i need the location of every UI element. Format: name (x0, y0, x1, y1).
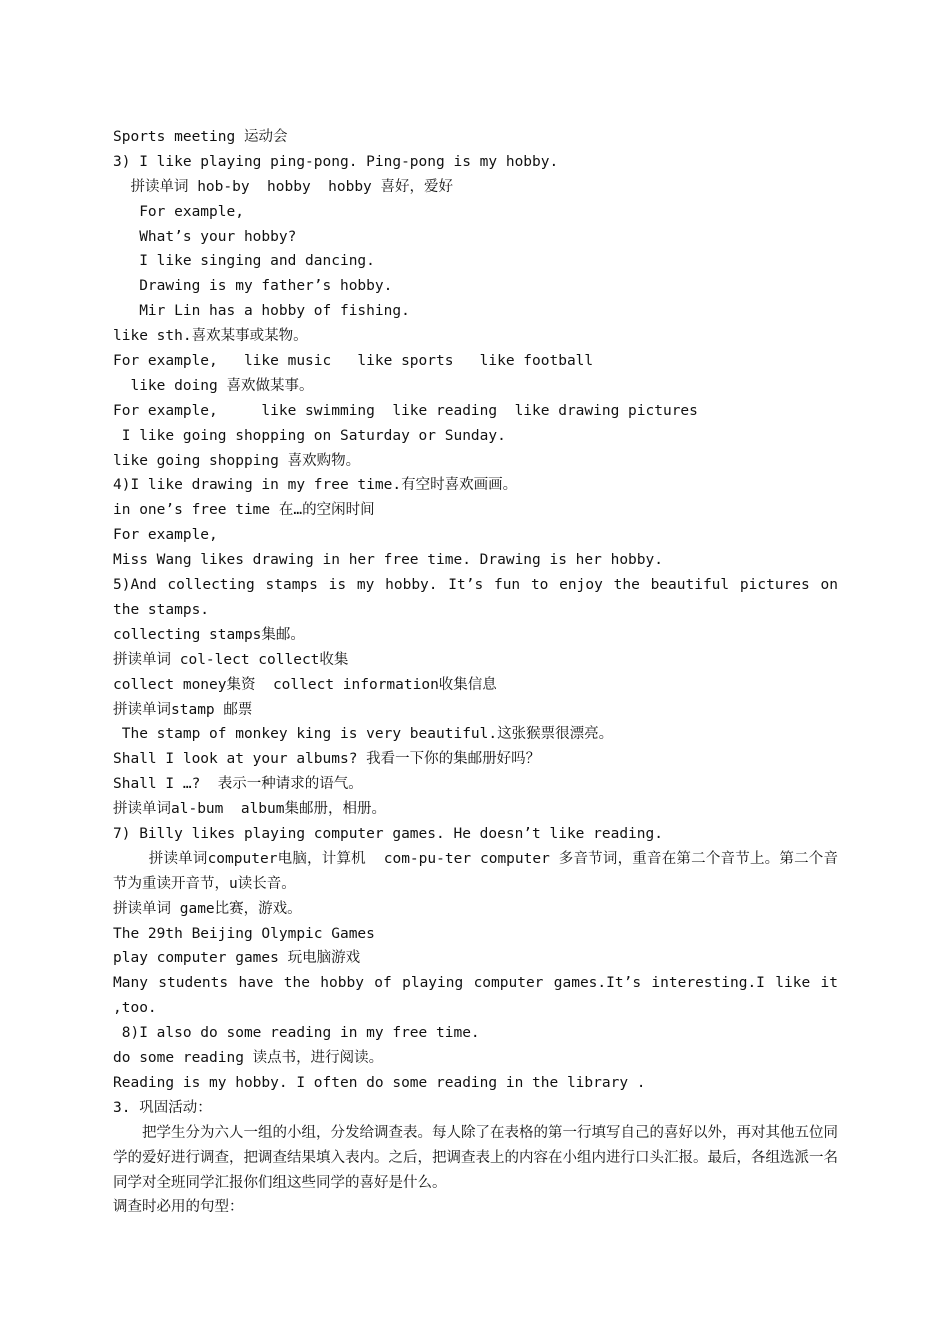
text-line: 8)I also do some reading in my free time. (113, 1025, 480, 1042)
paragraph-many-students: Many students have the hobby of playing computer games.It’s interesting.I like it ,too. (113, 975, 838, 1017)
text-line: Mir Lin has a hobby of fishing. (113, 303, 410, 320)
document-body (113, 125, 838, 1220)
text-line: do some reading 读点书，进行阅读。 (113, 1050, 384, 1067)
text-line: 3) I like playing ping-pong. Ping-pong is my hobby. (113, 153, 559, 170)
text-line: like sth.喜欢某事或某物。 (113, 328, 308, 345)
text-line: The stamp of monkey king is very beautiful.这张猴票很漂亮。 (113, 726, 614, 743)
text-line: collecting stamps集邮。 (113, 626, 305, 643)
text-line: I like going shopping on Saturday or Sunday. (113, 427, 506, 444)
text-line: 4)I like drawing in my free time.有空时喜欢画画。 (113, 477, 518, 494)
text-line: 拼读单词 game比赛，游戏。 (113, 900, 302, 917)
text-line: Shall I …? 表示一种请求的语气。 (113, 776, 363, 793)
text-line: 拼读单词 hob-by hobby hobby 喜好，爱好 (113, 178, 454, 195)
text-line: For example, like swimming like reading like drawing pictures (113, 402, 698, 419)
text-line: Shall I look at your albums? 我看一下你的集邮册好吗？ (113, 751, 541, 768)
text-line: For example, (113, 203, 244, 220)
text-line: Miss Wang likes drawing in her free time. Drawing is her hobby. (113, 552, 663, 569)
text-line: 拼读单词stamp 邮票 (113, 701, 253, 718)
text-line: like doing 喜欢做某事。 (113, 377, 314, 394)
paragraph-collecting-stamps: 5)And collecting stamps is my hobby. It’s fun to enjoy the beautiful pictures on the stamps. (113, 577, 838, 618)
text-line: Reading is my hobby. I often do some reading in the library . (113, 1074, 646, 1091)
text-line: For example, (113, 527, 218, 544)
paragraph-activity: 把学生分为六人一组的小组，分发给调查表。每人除了在表格的第一行填写自己的喜好以外，再对其他五位同学的爱好进行调查，把调查结果填入表内。之后，把调查表上的内容在小组内进行口头汇报。最后，各组选派一名同学对全班同学汇报你们组这些同学的喜好是什么。 (113, 1124, 838, 1191)
text-line: Drawing is my father’s hobby. (113, 278, 393, 295)
paragraph-computer: 拼读单词computer电脑，计算机 com-pu-ter computer 多音节词，重音在第二个音节上。第二个音节为重读开音节，u读长音。 (113, 850, 838, 892)
text-line: like going shopping 喜欢购物。 (113, 452, 361, 469)
text-line: 7) Billy likes playing computer games. He doesn’t like reading. (113, 825, 663, 842)
text-line: For example, like music like sports like football (113, 353, 594, 370)
text-line: Sports meeting 运动会 (113, 129, 288, 145)
text-line: in one’s free time 在…的空闲时间 (113, 502, 375, 519)
text-line: 拼读单词al-bum album集邮册，相册。 (113, 801, 386, 818)
text-line: play computer games 玩电脑游戏 (113, 950, 361, 967)
text-line: What’s your hobby? (113, 228, 297, 245)
text-line: collect money集资 collect information收集信息 (113, 676, 497, 693)
text-line: 调查时必用的句型： (113, 1199, 244, 1216)
text-line: I like singing and dancing. (113, 253, 375, 270)
text-line: The 29th Beijing Olympic Games (113, 925, 375, 942)
section-heading: 3. 巩固活动： (113, 1099, 212, 1116)
text-line: 拼读单词 col-lect collect收集 (113, 651, 349, 668)
